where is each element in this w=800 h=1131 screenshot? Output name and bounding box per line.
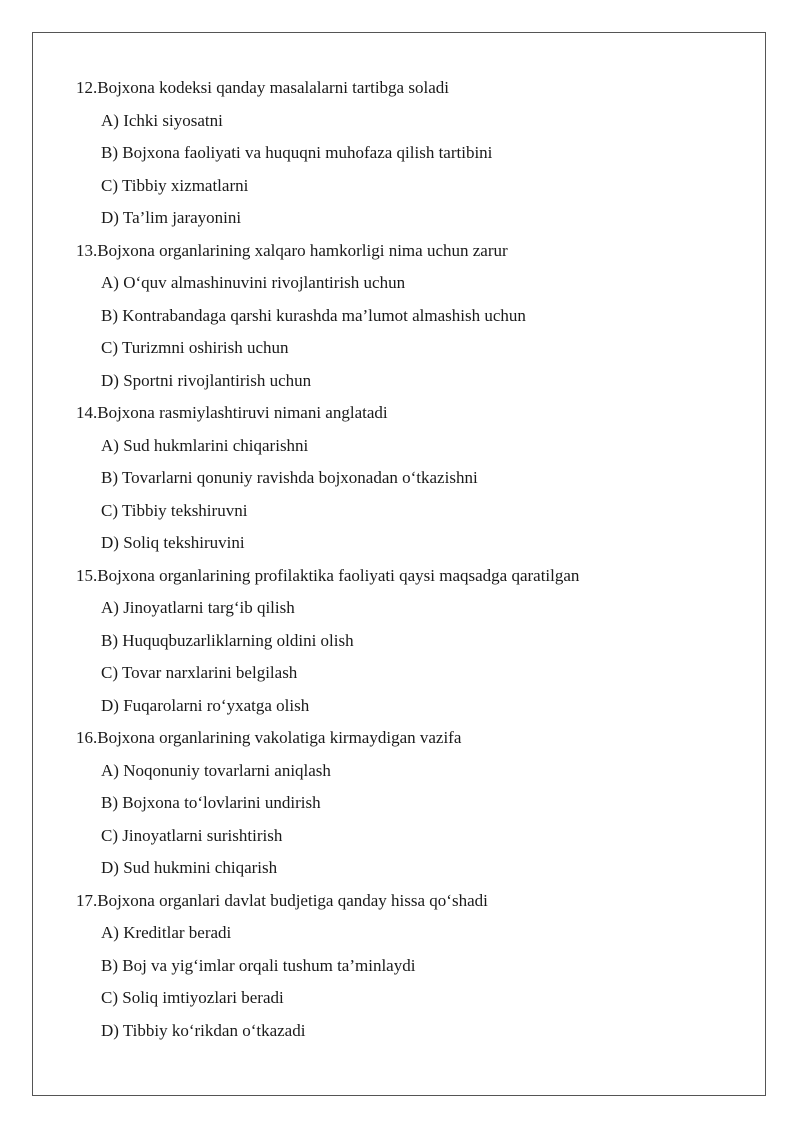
question-text xyxy=(76,724,756,757)
option-b: B) Bojxona faoliyati va huquqni muhofaza qilish tartibini xyxy=(101,143,493,162)
option-b: B) Kontrabandaga qarshi kurashda ma’lumot almashish uchun xyxy=(101,305,526,325)
option-d: D) Sportni rivojlantirish uchun xyxy=(101,370,312,390)
question-title: Bojxona organlari davlat budjetiga qanday hissa qo‘shadi xyxy=(97,890,488,910)
question-number: 17. xyxy=(76,890,98,910)
option-b: B) Huquqbuzarliklarning oldini olish xyxy=(101,630,354,650)
question-number: 15. xyxy=(76,565,98,585)
question-text xyxy=(76,74,756,107)
option-b: B) Bojxona to‘lovlarini undirish xyxy=(101,793,321,812)
option-a: A) Jinoyatlarni targ‘ib qilish xyxy=(101,598,295,617)
question-title: Bojxona organlarining profilaktika faoliyati qaysi maqsadga qaratilgan xyxy=(97,565,580,585)
question-text xyxy=(76,399,756,432)
question-17 xyxy=(76,887,756,1050)
question-number: 14. xyxy=(76,403,98,422)
option-a: A) O‘quv almashinuvini rivojlantirish uchun xyxy=(101,273,406,292)
option-d: D) Sud hukmini chiqarish xyxy=(101,858,278,877)
question-13 xyxy=(76,237,756,400)
question-title: Bojxona organlarining vakolatiga kirmaydigan vazifa xyxy=(97,728,462,747)
question-15 xyxy=(76,562,756,725)
question-number: 16. xyxy=(76,728,98,747)
option-c: C) Tibbiy tekshiruvni xyxy=(101,500,248,520)
option-c: C) Tibbiy xizmatlarni xyxy=(101,175,249,195)
option-c: C) Turizmni oshirish uchun xyxy=(101,338,289,357)
option-b: B) Boj va yig‘imlar orqali tushum ta’minlaydi xyxy=(101,955,416,975)
option-a: A) Noqonuniy tovarlarni aniqlash xyxy=(101,760,331,780)
option-d: D) Ta’lim jarayonini xyxy=(101,208,242,227)
option-a: A) Sud hukmlarini chiqarishni xyxy=(101,435,309,455)
question-number: 12. xyxy=(76,78,98,97)
option-d: D) Soliq tekshiruvini xyxy=(101,533,245,552)
option-c: C) Tovar narxlarini belgilash xyxy=(101,663,298,682)
question-text xyxy=(76,562,756,595)
question-title: Bojxona rasmiylashtiruvi nimani anglatadi xyxy=(97,403,388,422)
question-14 xyxy=(76,399,756,562)
option-a: A) Kreditlar beradi xyxy=(101,923,232,942)
option-a: A) Ichki siyosatni xyxy=(101,110,223,130)
question-16 xyxy=(76,724,756,887)
quiz-questions xyxy=(76,74,756,1049)
question-title: Bojxona organlarining xalqaro hamkorligi nima uchun zarur xyxy=(97,240,508,260)
option-b: B) Tovarlarni qonuniy ravishda bojxonadan o‘tkazishni xyxy=(101,468,478,487)
question-12 xyxy=(76,74,756,237)
question-number: 13. xyxy=(76,240,98,260)
option-d: D) Tibbiy ko‘rikdan o‘tkazadi xyxy=(101,1020,306,1040)
option-c: C) Soliq imtiyozlari beradi xyxy=(101,988,284,1007)
option-d: D) Fuqarolarni ro‘yxatga olish xyxy=(101,695,310,715)
question-title: Bojxona kodeksi qanday masalalarni tartibga soladi xyxy=(97,78,449,97)
option-c: C) Jinoyatlarni surishtirish xyxy=(101,825,283,845)
question-text xyxy=(76,237,756,270)
question-text xyxy=(76,887,756,920)
